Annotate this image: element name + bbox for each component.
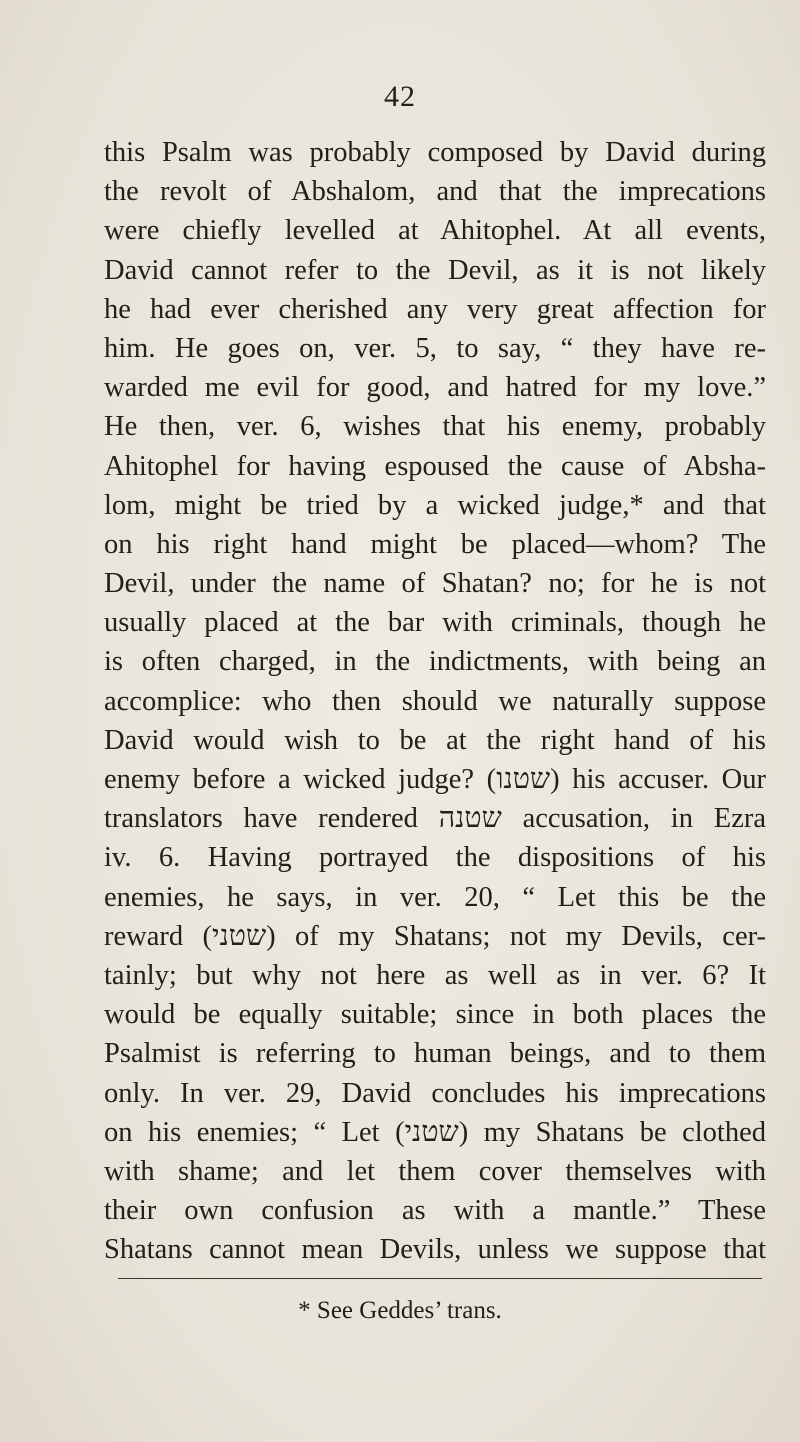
text-line: David would wish to be at the right hand of his bbox=[104, 724, 766, 756]
text-line: this Psalm was probably composed by David during bbox=[104, 137, 766, 168]
text-line: on his right hand might be placed—whom? The bbox=[104, 528, 766, 560]
page-number: 42 bbox=[384, 80, 416, 113]
body-text bbox=[104, 133, 766, 1269]
footnote: * See Geddes’ trans. bbox=[298, 1297, 502, 1324]
text-line: lom, might be tried by a wicked judge,* and that bbox=[104, 489, 766, 521]
text-line: their own confusion as with a mantle.” These bbox=[104, 1195, 766, 1227]
text-line: iv. 6. Having portrayed the dispositions of his bbox=[104, 842, 766, 874]
text-line: were chiefly levelled at Ahitophel. At all events, bbox=[104, 215, 766, 247]
text-line: enemies, he says, in ver. 20, “ Let this be the bbox=[104, 881, 766, 913]
text-line: only. In ver. 29, David concludes his imprecations bbox=[104, 1077, 766, 1109]
text-line: usually placed at the bar with criminals, though he bbox=[104, 607, 766, 639]
footnote-rule bbox=[118, 1278, 762, 1279]
text-line: Psalmist is referring to human beings, and to them bbox=[104, 1038, 766, 1070]
text-line: David cannot refer to the Devil, as it is not likely bbox=[104, 254, 766, 286]
text-line: tainly; but why not here as well as in ver. 6? It bbox=[104, 959, 766, 991]
text-line: with shame; and let them cover themselves with bbox=[104, 1155, 766, 1187]
text-line: Devil, under the name of Shatan? no; for he is not bbox=[104, 568, 766, 600]
text-line: on his enemies; “ Let (שטני) my Shatans be clothed bbox=[104, 1116, 766, 1148]
text-line: warded me evil for good, and hatred for my love.” bbox=[104, 372, 766, 404]
text-line: translators have rendered שטנה accusation, in Ezra bbox=[104, 803, 766, 835]
text-line: the revolt of Abshalom, and that the imprecations bbox=[104, 176, 766, 208]
text-line: Ahitophel for having espoused the cause of Absha- bbox=[104, 450, 766, 482]
text-line: him. He goes on, ver. 5, to say, “ they have re- bbox=[104, 332, 766, 364]
text-line: accomplice: who then should we naturally suppose bbox=[104, 685, 766, 717]
text-line: He then, ver. 6, wishes that his enemy, probably bbox=[104, 411, 766, 443]
text-line: Shatans cannot mean Devils, unless we suppose that bbox=[104, 1234, 766, 1266]
text-line: enemy before a wicked judge? (שטנו) his accuser. Our bbox=[104, 764, 767, 795]
text-line: would be equally suitable; since in both places the bbox=[104, 999, 766, 1031]
text-line: is often charged, in the indictments, with being an bbox=[104, 646, 766, 678]
text-line: he had ever cherished any very great affection for bbox=[104, 293, 766, 325]
text-line: reward (שטני) of my Shatans; not my Devils, cer- bbox=[104, 920, 767, 952]
